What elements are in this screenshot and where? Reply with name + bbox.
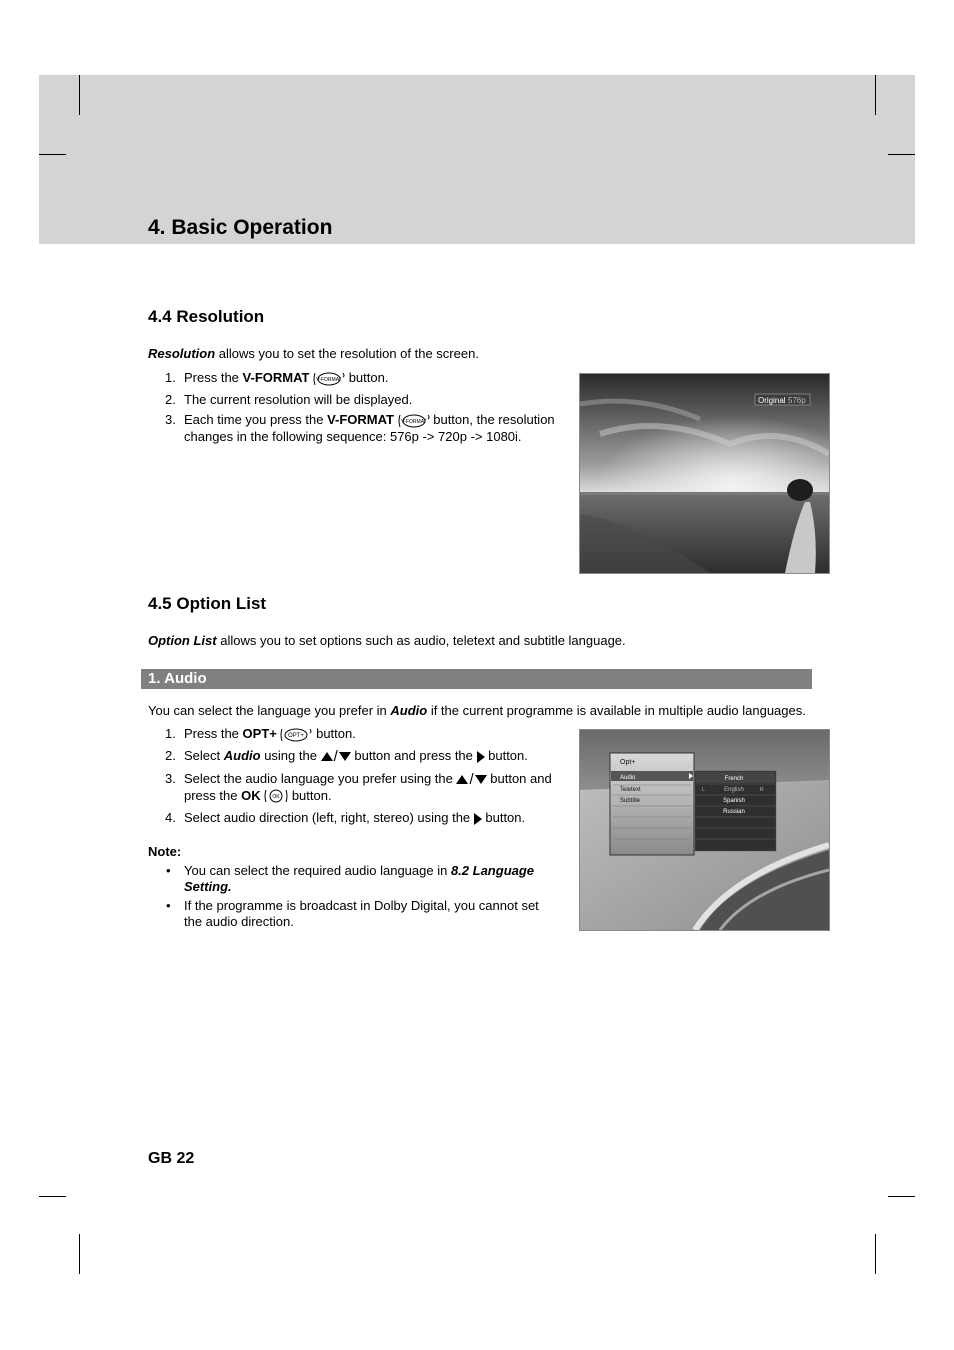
crop-mark-top-left-h bbox=[39, 154, 66, 155]
step-text: button, the resolution changes in the following sequence: 576p -> 720p -> 1080i. bbox=[184, 412, 555, 444]
step-number: 2. bbox=[165, 748, 176, 763]
resolution-screenshot bbox=[579, 373, 830, 574]
option-list-intro-text: allows you to set options such as audio, teletext and subtitle language. bbox=[216, 633, 626, 648]
audio-intro-text: if the current programme is available in multiple audio languages. bbox=[427, 703, 806, 718]
audio-term: Audio bbox=[223, 748, 261, 763]
landscape-image bbox=[580, 374, 829, 573]
step-number: 1. bbox=[165, 370, 176, 385]
step-text: using the bbox=[260, 748, 321, 763]
opt-icon-text: OPT+ bbox=[288, 732, 305, 739]
audio-intro-term: Audio bbox=[390, 703, 428, 718]
step-text: button and press the bbox=[184, 771, 552, 803]
step-text: Press the bbox=[184, 726, 243, 741]
osd-lang-russian: Russian bbox=[723, 809, 745, 815]
osd-menu-item-audio: Audio bbox=[620, 775, 636, 781]
osd-lang-english: English bbox=[724, 787, 744, 793]
osd-menu-title: Opt+ bbox=[620, 759, 636, 766]
option-list-heading: 4.5 Option List bbox=[148, 594, 267, 613]
crop-mark-bottom-left-h bbox=[39, 1196, 66, 1197]
audio-screenshot bbox=[579, 729, 830, 931]
osd-value: 576p bbox=[788, 396, 806, 405]
resolution-intro bbox=[148, 346, 479, 362]
chapter-title: 4. Basic Operation bbox=[148, 216, 333, 239]
opt-button-icon bbox=[280, 727, 312, 743]
osd-menu-item-teletext: Teletext bbox=[620, 787, 641, 793]
step-text: button. bbox=[312, 726, 356, 741]
crop-mark-top-right-v bbox=[875, 75, 876, 115]
audio-intro bbox=[148, 703, 806, 719]
crop-mark-top-right-h bbox=[888, 154, 915, 155]
page-number: GB 22 bbox=[148, 1150, 195, 1167]
step-text: button. bbox=[288, 787, 332, 803]
note-label: Note: bbox=[148, 844, 182, 859]
osd-lang-spanish: Spanish bbox=[723, 798, 745, 804]
step-number: 1. bbox=[165, 726, 176, 741]
bullet-icon: • bbox=[166, 898, 171, 913]
osd-dir-left: L bbox=[702, 787, 705, 793]
vformat-icon-text: V-FORMAT bbox=[400, 418, 427, 425]
audio-section-bar bbox=[141, 669, 812, 689]
vformat-icon-text: V-FORMAT bbox=[316, 376, 342, 383]
right-arrow-icon bbox=[474, 813, 482, 825]
osd-menu-item-subtitle: Subtitle bbox=[620, 798, 641, 804]
crop-mark-bottom-left-v bbox=[79, 1234, 80, 1274]
note-reference: 8.2 Language Setting. bbox=[184, 863, 535, 894]
slash-icon: / bbox=[469, 770, 474, 788]
down-arrow-icon bbox=[339, 752, 351, 761]
up-arrow-icon bbox=[456, 775, 468, 784]
ok-label: OK bbox=[241, 787, 261, 803]
resolution-heading: 4.4 Resolution bbox=[148, 307, 265, 326]
note-text: You can select the required audio language in bbox=[184, 863, 451, 878]
step-text: Select audio direction (left, right, stereo) using the bbox=[184, 810, 474, 825]
down-arrow-icon bbox=[475, 775, 487, 784]
step-number: 3. bbox=[165, 771, 176, 786]
step-text: button. bbox=[484, 748, 528, 763]
resolution-intro-text: allows you to set the resolution of the screen. bbox=[215, 346, 479, 361]
step-number: 2. bbox=[165, 392, 176, 407]
crop-mark-top-left-v bbox=[79, 75, 80, 115]
crop-mark-bottom-right-v bbox=[875, 1234, 876, 1274]
up-arrow-icon bbox=[321, 752, 333, 761]
step-number: 4. bbox=[165, 810, 176, 825]
step-text: Each time you press the bbox=[184, 412, 328, 427]
vformat-button-icon bbox=[313, 371, 345, 387]
note-text: If the programme is broadcast in Dolby Digital, you cannot set the audio direction. bbox=[184, 898, 539, 929]
option-list-intro bbox=[148, 633, 626, 649]
ok-icon-text: OK bbox=[272, 794, 280, 801]
osd-label: Original bbox=[758, 396, 786, 405]
step-text: The current resolution will be displayed. bbox=[184, 392, 413, 407]
step-text: button. bbox=[348, 370, 389, 385]
step-text: button. bbox=[481, 810, 526, 825]
audio-section-title: 1. Audio bbox=[148, 670, 207, 687]
step-text: Select bbox=[184, 748, 224, 763]
step-text: button and press the bbox=[350, 748, 477, 763]
bullet-icon: • bbox=[166, 863, 171, 878]
vformat-label: V-FORMAT bbox=[242, 370, 310, 385]
step-text: Select the audio language you prefer using the bbox=[184, 771, 457, 786]
osd-lang-french: French bbox=[724, 776, 744, 782]
option-list-intro-term: Option List bbox=[148, 633, 217, 648]
resolution-intro-term: Resolution bbox=[148, 346, 216, 361]
ok-button-icon bbox=[264, 788, 288, 804]
vformat-label: V-FORMAT bbox=[327, 412, 394, 427]
opt-label: OPT+ bbox=[242, 726, 277, 741]
beach-menu-image bbox=[580, 730, 829, 930]
step-number: 3. bbox=[165, 412, 176, 427]
vformat-button-icon bbox=[398, 413, 430, 429]
slash-icon: / bbox=[333, 747, 338, 765]
osd-dir-right: R bbox=[760, 787, 764, 793]
audio-intro-text: You can select the language you prefer in bbox=[148, 703, 391, 718]
step-text: Press the bbox=[184, 370, 243, 385]
right-arrow-icon bbox=[477, 751, 485, 763]
crop-mark-bottom-right-h bbox=[888, 1196, 915, 1197]
